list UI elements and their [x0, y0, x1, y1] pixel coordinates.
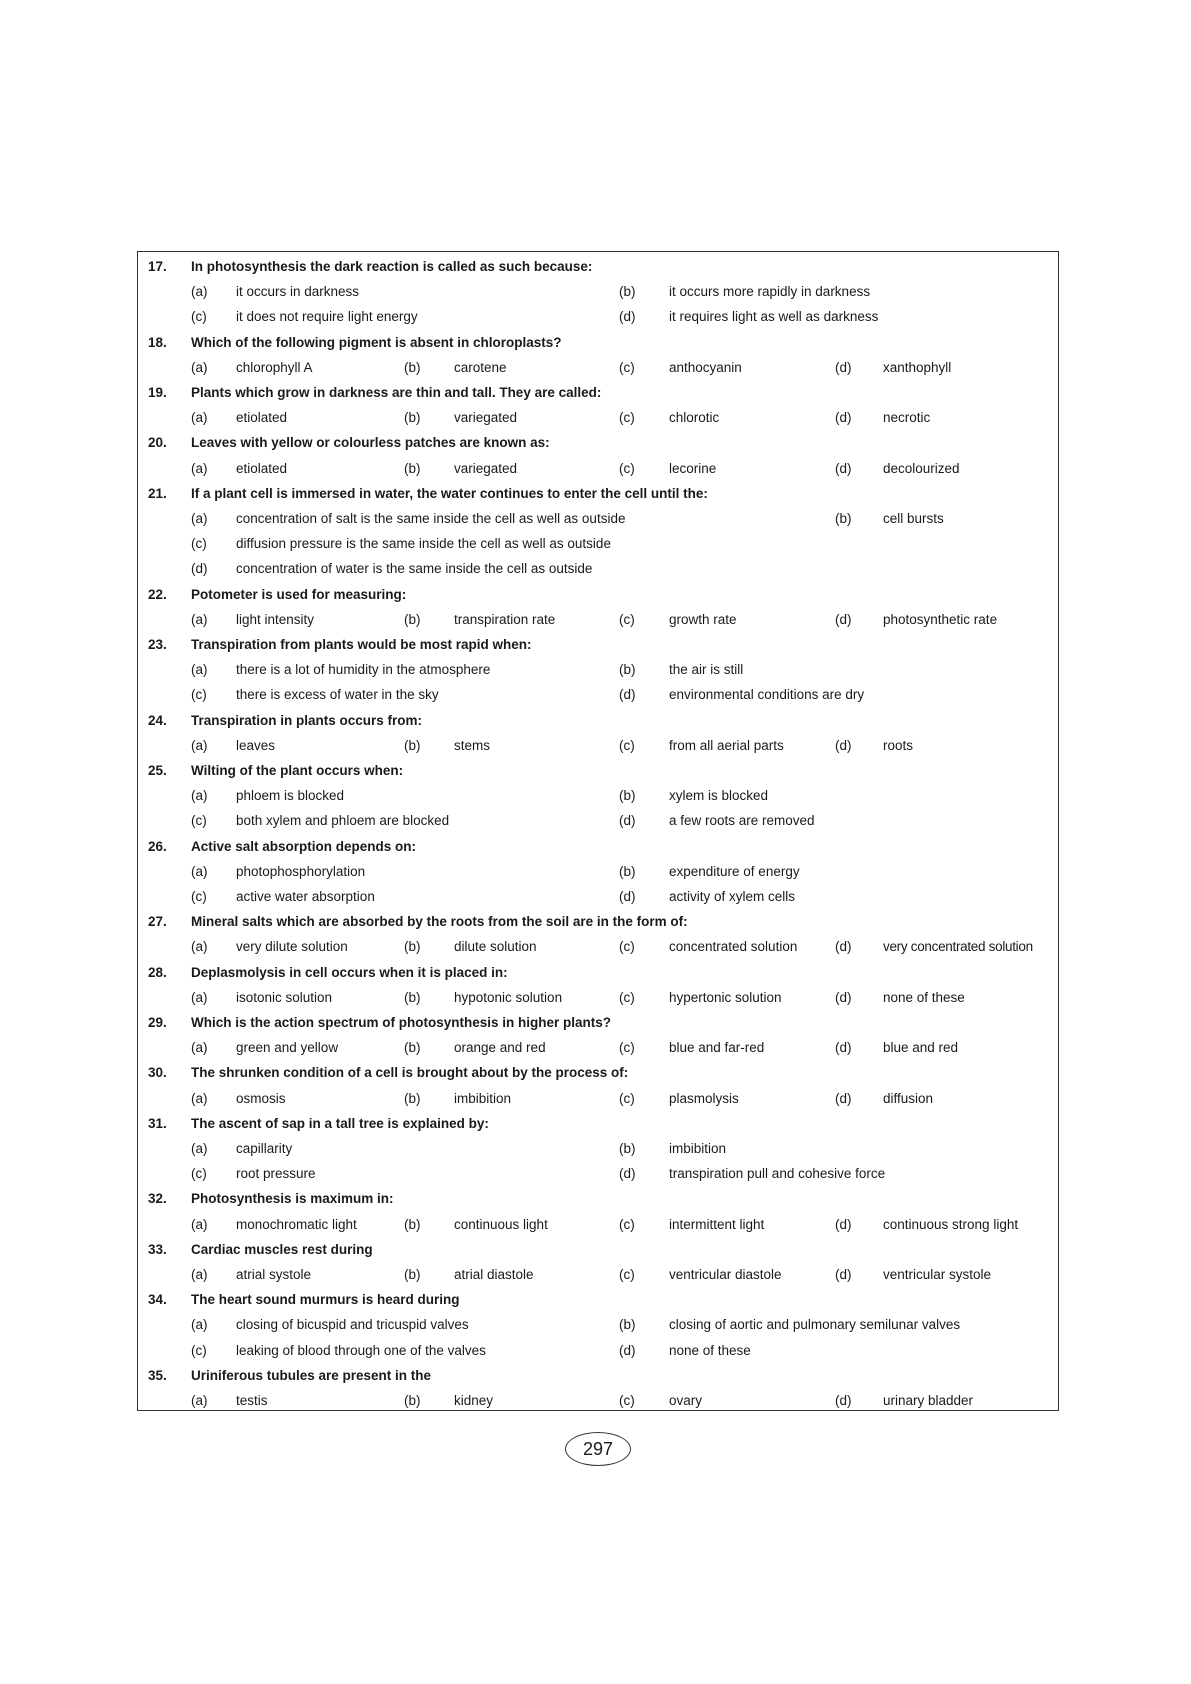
option-row: [138, 733, 1058, 758]
option-row: [138, 1086, 1058, 1111]
question-row: [138, 1363, 1058, 1388]
option-row: [138, 1312, 1058, 1337]
option-row: [138, 859, 1058, 884]
option-row: [138, 279, 1058, 304]
question-text: The shrunken condition of a cell is brought about by the process of:: [191, 1065, 629, 1081]
option-text: concentration of water is the same inside the cell as outside: [236, 561, 593, 577]
question-row: [138, 1287, 1058, 1312]
option-label: (c): [191, 813, 207, 829]
option-row: [138, 1388, 1058, 1413]
option-text: isotonic solution: [236, 989, 333, 1005]
option-label: (a): [191, 460, 208, 476]
option-label: (a): [191, 284, 208, 300]
question-number: 31.: [148, 1115, 167, 1131]
question-number: 21.: [148, 485, 167, 501]
option-text: there is excess of water in the sky: [236, 687, 439, 703]
option-label: (a): [191, 1040, 208, 1056]
option-label: (a): [191, 788, 208, 804]
option-label: (a): [191, 1267, 208, 1282]
option-label: (c): [619, 611, 635, 627]
question-number: 29.: [148, 1015, 167, 1030]
option-text: very dilute solution: [236, 939, 348, 955]
option-label: (d): [835, 1216, 852, 1232]
option-text: it requires light as well as darkness: [669, 309, 879, 325]
option-text: atrial systole: [236, 1267, 312, 1282]
option-text: capillarity: [236, 1141, 293, 1156]
option-row: [138, 506, 1058, 531]
option-row: [138, 1035, 1058, 1060]
option-text: ovary: [669, 1393, 703, 1408]
option-label: (b): [404, 460, 421, 476]
option-label: (a): [191, 611, 208, 627]
option-text: very concentrated solution: [883, 939, 1033, 955]
option-row: [138, 1338, 1058, 1363]
option-label: (c): [619, 1393, 635, 1408]
option-label: (a): [191, 410, 208, 426]
option-row: [138, 405, 1058, 430]
option-label: (a): [191, 662, 208, 678]
option-text: it occurs more rapidly in darkness: [669, 284, 871, 300]
question-row: [138, 632, 1058, 657]
option-text: chlorotic: [669, 410, 720, 426]
option-text: there is a lot of humidity in the atmosphere: [236, 662, 491, 678]
option-text: xylem is blocked: [669, 788, 769, 804]
option-label: (d): [835, 1040, 852, 1056]
option-label: (c): [191, 1342, 207, 1358]
option-label: (c): [191, 889, 207, 904]
option-row: [138, 1161, 1058, 1186]
question-row: [138, 1186, 1058, 1211]
option-text: closing of bicuspid and tricuspid valves: [236, 1317, 469, 1333]
option-row: [138, 934, 1058, 959]
option-text: urinary bladder: [883, 1393, 974, 1408]
option-label: (a): [191, 359, 208, 375]
option-label: (d): [619, 813, 636, 829]
question-text: Leaves with yellow or colourless patches are known as:: [191, 435, 550, 451]
option-text: transpiration rate: [454, 611, 556, 627]
option-row: [138, 556, 1058, 581]
option-label: (b): [619, 863, 636, 879]
option-text: plasmolysis: [669, 1090, 739, 1106]
question-row: [138, 330, 1058, 355]
option-text: decolourized: [883, 460, 960, 476]
option-label: (c): [619, 1267, 635, 1282]
option-label: (b): [404, 1040, 421, 1056]
question-row: [138, 758, 1058, 783]
option-label: (d): [835, 989, 852, 1005]
option-label: (d): [835, 1393, 852, 1408]
option-label: (a): [191, 939, 208, 955]
option-text: hypotonic solution: [454, 989, 563, 1005]
option-text: atrial diastole: [454, 1267, 534, 1282]
option-row: [138, 682, 1058, 707]
option-text: variegated: [454, 410, 518, 426]
question-number: 19.: [148, 385, 167, 400]
option-text: orange and red: [454, 1040, 546, 1056]
question-text: Deplasmolysis in cell occurs when it is placed in:: [191, 964, 508, 980]
option-label: (d): [619, 1342, 636, 1358]
question-sheet: [137, 251, 1059, 1411]
question-row: [138, 909, 1058, 934]
option-text: leaves: [236, 737, 276, 753]
option-text: variegated: [454, 460, 518, 476]
option-label: (d): [835, 939, 852, 955]
option-row: [138, 808, 1058, 833]
option-row: [138, 304, 1058, 329]
option-text: necrotic: [883, 410, 931, 426]
option-label: (c): [619, 460, 635, 476]
option-text: ventricular diastole: [669, 1267, 782, 1282]
option-label: (b): [404, 410, 421, 426]
option-label: (d): [619, 687, 636, 703]
option-text: photophosphorylation: [236, 863, 366, 879]
option-text: concentrated solution: [669, 939, 798, 955]
option-row: [138, 1262, 1058, 1287]
question-text: Which of the following pigment is absent in chloroplasts?: [191, 334, 562, 350]
question-text: In photosynthesis the dark reaction is called as such because:: [191, 259, 593, 274]
question-number: 26.: [148, 838, 167, 854]
option-text: from all aerial parts: [669, 737, 784, 753]
question-text: Uriniferous tubules are present in the: [191, 1367, 432, 1383]
question-number: 25.: [148, 763, 167, 778]
question-row: [138, 1111, 1058, 1136]
option-text: continuous strong light: [883, 1216, 1019, 1232]
option-label: (a): [191, 737, 208, 753]
option-text: cell bursts: [883, 511, 944, 526]
option-text: monochromatic light: [236, 1216, 357, 1232]
question-number: 35.: [148, 1367, 167, 1383]
option-label: (d): [835, 460, 852, 476]
option-label: (b): [404, 1267, 421, 1282]
option-label: (c): [191, 536, 207, 552]
question-text: Transpiration in plants occurs from:: [191, 712, 423, 728]
question-text: Active salt absorption depends on:: [191, 838, 417, 854]
option-label: (c): [191, 1166, 207, 1182]
option-label: (b): [404, 611, 421, 627]
option-label: (b): [619, 788, 636, 804]
option-row: [138, 1136, 1058, 1161]
option-label: (c): [619, 989, 635, 1005]
option-label: (c): [619, 359, 635, 375]
option-text: xanthophyll: [883, 359, 952, 375]
option-text: imbibition: [454, 1090, 512, 1106]
option-label: (b): [404, 1216, 421, 1232]
option-text: chlorophyll A: [236, 359, 313, 375]
option-label: (b): [404, 1393, 421, 1408]
question-text: Mineral salts which are absorbed by the roots from the soil are in the form of:: [191, 914, 688, 930]
option-text: ventricular systole: [883, 1267, 992, 1282]
question-text: If a plant cell is immersed in water, the water continues to enter the cell until the:: [191, 485, 708, 501]
question-row: [138, 430, 1058, 455]
option-label: (b): [404, 1090, 421, 1106]
question-number: 28.: [148, 964, 167, 980]
question-text: Which is the action spectrum of photosynthesis in higher plants?: [191, 1015, 612, 1030]
option-text: environmental conditions are dry: [669, 687, 865, 703]
option-row: [138, 607, 1058, 632]
option-label: (a): [191, 863, 208, 879]
option-text: testis: [236, 1393, 268, 1408]
option-label: (a): [191, 1216, 208, 1232]
option-text: etiolated: [236, 460, 288, 476]
question-number: 20.: [148, 435, 167, 451]
option-text: concentration of salt is the same inside the cell as well as outside: [236, 511, 626, 526]
option-text: diffusion pressure is the same inside the cell as well as outside: [236, 536, 611, 552]
option-text: growth rate: [669, 611, 737, 627]
option-text: diffusion: [883, 1090, 934, 1106]
option-row: [138, 1212, 1058, 1237]
option-text: expenditure of energy: [669, 863, 800, 879]
option-text: root pressure: [236, 1166, 316, 1182]
option-text: it does not require light energy: [236, 309, 418, 325]
option-text: none of these: [883, 989, 965, 1005]
question-text: Wilting of the plant occurs when:: [191, 763, 404, 778]
option-row: [138, 657, 1058, 682]
option-row: [138, 355, 1058, 380]
option-label: (c): [619, 1090, 635, 1106]
option-text: closing of aortic and pulmonary semilunar valves: [669, 1317, 961, 1333]
option-label: (c): [619, 939, 635, 955]
question-text: Potometer is used for measuring:: [191, 586, 407, 602]
option-label: (a): [191, 1090, 208, 1106]
option-label: (d): [191, 561, 208, 577]
option-label: (c): [619, 410, 635, 426]
question-number: 18.: [148, 334, 167, 350]
option-label: (c): [191, 309, 207, 325]
option-label: (a): [191, 1393, 208, 1408]
option-row: [138, 456, 1058, 481]
option-label: (c): [619, 737, 635, 753]
option-text: phloem is blocked: [236, 788, 345, 804]
option-text: blue and far-red: [669, 1040, 765, 1056]
option-text: lecorine: [669, 460, 717, 476]
option-label: (d): [619, 309, 636, 325]
option-text: osmosis: [236, 1090, 286, 1106]
option-label: (b): [404, 989, 421, 1005]
question-number: 32.: [148, 1191, 167, 1207]
option-text: active water absorption: [236, 889, 375, 904]
option-text: none of these: [669, 1342, 751, 1358]
question-row: [138, 380, 1058, 405]
option-row: [138, 783, 1058, 808]
question-number: 17.: [148, 259, 167, 274]
option-label: (b): [404, 359, 421, 375]
option-text: photosynthetic rate: [883, 611, 998, 627]
option-text: a few roots are removed: [669, 813, 815, 829]
option-label: (d): [835, 1267, 852, 1282]
option-text: anthocyanin: [669, 359, 742, 375]
page-number: 297: [565, 1432, 631, 1466]
question-row: [138, 582, 1058, 607]
option-label: (b): [619, 1317, 636, 1333]
option-text: transpiration pull and cohesive force: [669, 1166, 886, 1182]
option-text: imbibition: [669, 1141, 727, 1156]
option-text: stems: [454, 737, 491, 753]
question-row: [138, 708, 1058, 733]
option-label: (d): [835, 410, 852, 426]
question-text: Transpiration from plants would be most rapid when:: [191, 637, 532, 652]
option-text: both xylem and phloem are blocked: [236, 813, 450, 829]
option-text: continuous light: [454, 1216, 548, 1232]
option-text: the air is still: [669, 662, 744, 678]
option-label: (b): [619, 662, 636, 678]
option-text: activity of xylem cells: [669, 889, 796, 904]
option-row: [138, 985, 1058, 1010]
question-text: The ascent of sap in a tall tree is explained by:: [191, 1115, 489, 1131]
option-label: (c): [619, 1040, 635, 1056]
question-row: [138, 834, 1058, 859]
option-label: (b): [404, 939, 421, 955]
option-label: (d): [619, 889, 636, 904]
option-text: carotene: [454, 359, 507, 375]
option-label: (a): [191, 511, 208, 526]
option-label: (b): [619, 284, 636, 300]
option-text: hypertonic solution: [669, 989, 782, 1005]
option-label: (a): [191, 1317, 208, 1333]
question-number: 30.: [148, 1065, 167, 1081]
question-row: [138, 1237, 1058, 1262]
option-label: (c): [191, 687, 207, 703]
option-text: blue and red: [883, 1040, 959, 1056]
option-label: (b): [835, 511, 852, 526]
option-text: dilute solution: [454, 939, 537, 955]
question-number: 33.: [148, 1241, 167, 1257]
option-label: (c): [619, 1216, 635, 1232]
question-row: [138, 1010, 1058, 1035]
question-number: 34.: [148, 1292, 167, 1308]
option-text: roots: [883, 737, 914, 753]
option-text: light intensity: [236, 611, 315, 627]
question-text: The heart sound murmurs is heard during: [191, 1292, 460, 1308]
option-label: (a): [191, 989, 208, 1005]
question-row: [138, 1060, 1058, 1085]
option-text: etiolated: [236, 410, 288, 426]
question-row: [138, 254, 1058, 279]
question-text: Plants which grow in darkness are thin and tall. They are called:: [191, 385, 602, 400]
option-text: intermittent light: [669, 1216, 765, 1232]
option-label: (b): [404, 737, 421, 753]
option-label: (b): [619, 1141, 636, 1156]
option-row: [138, 531, 1058, 556]
option-label: (d): [835, 611, 852, 627]
option-row: [138, 884, 1058, 909]
option-label: (d): [835, 359, 852, 375]
option-label: (d): [619, 1166, 636, 1182]
option-label: (a): [191, 1141, 208, 1156]
question-text: Photosynthesis is maximum in:: [191, 1191, 394, 1207]
option-label: (d): [835, 1090, 852, 1106]
option-label: (d): [835, 737, 852, 753]
option-text: leaking of blood through one of the valves: [236, 1342, 486, 1358]
question-row: [138, 481, 1058, 506]
question-number: 22.: [148, 586, 167, 602]
question-number: 23.: [148, 637, 167, 652]
option-text: it occurs in darkness: [236, 284, 360, 300]
question-number: 24.: [148, 712, 167, 728]
question-row: [138, 960, 1058, 985]
option-text: green and yellow: [236, 1040, 339, 1056]
question-number: 27.: [148, 914, 167, 930]
question-text: Cardiac muscles rest during: [191, 1241, 373, 1257]
option-text: kidney: [454, 1393, 494, 1408]
